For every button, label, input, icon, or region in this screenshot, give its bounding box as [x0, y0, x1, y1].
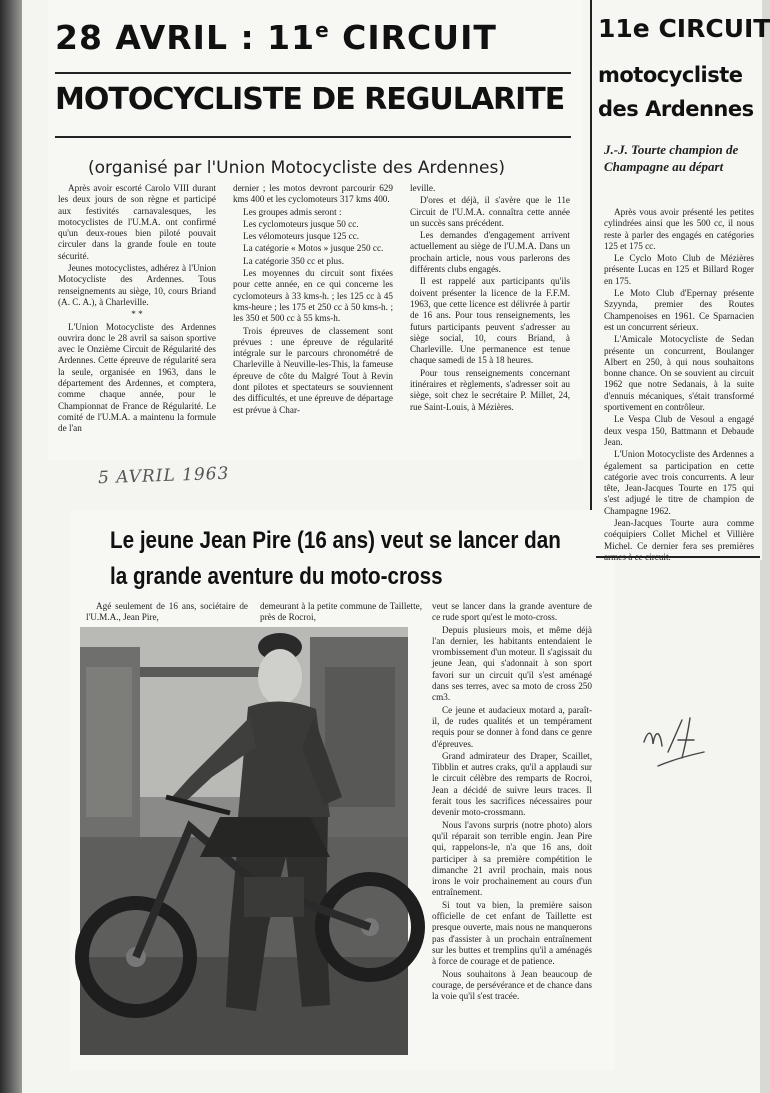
paragraph: Les moyennes du circuit sont fixées pour cette année, en ce qui concerne les cyclomoteurs à 33 kms-h. ; les 125 cc à 45 kms-heure ; les 175 et 250 cc à 50 kms-h. ; les 350 et 500 cc à 55 kms-h.: [233, 268, 393, 324]
jean-pire-headline-line1: Le jeune Jean Pire (16 ans) veut se lancer dan: [110, 527, 561, 554]
paragraph: L'Amicale Motocycliste de Sedan présente un concurrent, Boulanger Albert en 250, à qui nous souhaitons bonne chance. On se souvient au circuit 1962 que notre Sedanais, à la suite d'ennuis mécaniques, s'était transformé sportivement en contrôleur.: [604, 334, 754, 413]
jean-pire-column-1: [86, 601, 248, 625]
paragraph: Les vélomoteurs jusque 125 cc.: [243, 231, 360, 242]
jean-pire-column-2: [260, 601, 422, 625]
paragraph: Il est rappelé aux participants qu'ils doivent présenter la licence de la F.F.M. 1963, que cette licence est délivrée à partir de 16 ans. Pour tous renseignements, les futurs participants peuvent s'adresser au siège social, 10, cours Briand, à Charleville. Une permanence est tenue chaque samedi de 15 à 18 heures.: [410, 276, 570, 366]
photo-jean-pire-motorcycle: [80, 627, 408, 1055]
side-subheading: J.-J. Tourte champion de Champagne au départ: [604, 142, 739, 174]
paragraph: Le Cyclo Moto Club de Mézières présente Lucas en 125 et Billard Roger en 175.: [604, 253, 754, 286]
paragraph: Après avoir escorté Carolo VIII durant les deux jours de son règne et participé aux festivités carnavalesques, les motocyclistes de l'U.M.A. ont confirmé qu'un deux-roues bien piloté pouvait circuler dans la grande foule en toute sécurité.: [58, 183, 216, 261]
paragraph: Pour tous renseignements concernant itinéraires et règlements, s'adresser soit au siège, soit chez le secrétaire P. Millet, 24, rue Saint-Louis, à Mézières.: [410, 367, 570, 412]
paragraph: leville.: [410, 183, 436, 193]
paragraph: La catégorie « Motos » jusque 250 cc.: [243, 243, 384, 254]
jean-pire-headline-line2: la grande aventure du moto-cross: [110, 563, 443, 590]
paragraph: Depuis plusieurs mois, et même déjà l'an dernier, les habitants entendaient le vrombissement d'un moteur. Il s'agissait du jeune Jean, qui s'adonnait à son sport favori sur un circuit qu'il s'est aménagé dans ses terres, avec sa moto de cross 250 cm3.: [432, 624, 592, 703]
paragraph: Jean-Jacques Tourte aura comme coéquipiers Collet Michel et Villière Michel. Ce dernier fera ses premières: [604, 518, 754, 551]
paragraph: Les cyclomoteurs jusque 50 cc.: [243, 218, 359, 229]
paragraph: veut se lancer dans la grande aventure de ce rude sport qu'est le moto-cross.: [432, 601, 592, 623]
main-headline-line2: MOTOCYCLISTE DE REGULARITE: [55, 82, 565, 117]
paragraph: L'Union Motocycliste des Ardennes a également sa participation en cette catégorie avec trois concurrents. A leur tête, Jean-Jacques Tourte en 175 qui s'est adjugé le titre de champion de Champagne 1962.: [604, 449, 754, 516]
handwritten-signature: [638, 712, 708, 772]
paragraph: Jeunes motocyclistes, adhérez à l'Union Motocycliste des Ardennes. Tous renseignements au siège, 10, cours Briand (A. C. A.), à Charleville.: [58, 263, 216, 307]
side-bottom-rule: [596, 556, 760, 558]
separator: * *: [131, 309, 143, 320]
paragraph: Le Moto Club d'Epernay présente Szyynda, premier des Routes Champenoises en 1961. Ce Sparnacien est un concurrent sérieux.: [604, 288, 754, 332]
paragraph: La catégorie 350 cc et plus.: [243, 255, 345, 266]
paragraph: L'Union Motocycliste des Ardennes ouvrira donc le 28 avril sa saison sportive avec le Onzième Circuit de Régularité des Ardennes. Cette épreuve de régularité sera la seule, organisée en 1963, dans le département des Ardennes, et comptera, comme chaque année, pour le Championnat de France de Régularité. Le comité de l'U.M.A. a maintenu la formule de l'an: [58, 321, 216, 434]
main-subheading: (organisé par l'Union Motocycliste des Ardennes): [88, 158, 505, 178]
paragraph: demeurant à la petite commune de Taillette, près de Rocroi,: [260, 601, 422, 623]
paragraph: Ce jeune et audacieux motard a, paraît-il, de rudes qualités et un tempérament requis pour se donner à fond dans ce genre d'épreuves.: [432, 704, 592, 749]
side-headline-line2: motocycliste des Ardennes: [598, 63, 754, 121]
paragraph: D'ores et déjà, il s'avère que le 11e Circuit de l'U.M.A. connaîtra cette année un succès sans précédent.: [410, 195, 570, 228]
jean-pire-column-3: [432, 601, 592, 1063]
paragraph: Après vous avoir présenté les petites cylindrées ainsi que les 500 cc, il nous reste à parler des engagés en catégories 125 et 175 cc.: [604, 207, 754, 251]
scan-edge: [0, 0, 22, 1093]
paragraph: Agé seulement de 16 ans, sociétaire de l'U.M.A., Jean Pire,: [86, 601, 248, 623]
main-column-2: [233, 183, 393, 445]
paragraph: Nous l'avons surpris (notre photo) alors qu'il réparait son terrible engin. Jean Pire qui, rappelons-le, n'a que 16 ans, doit participer à sa première compétition le dimanche 21 avril prochain, mais nous irons le voir prochainement au cours d'un entraînement.: [432, 819, 592, 898]
side-column: [604, 207, 754, 549]
paragraph: dernier ; les motos devront parcourir 629 kms 400 et les cyclomoteurs 317 kms 400.: [233, 183, 393, 205]
handwritten-date: 5 AVRIL 1963: [97, 463, 230, 489]
main-column-1: [58, 183, 216, 445]
side-headline-line1: 11e CIRCUIT: [598, 14, 770, 43]
paragraph: Les groupes admis seront :: [243, 206, 342, 217]
paragraph: Trois épreuves de classement sont prévues : une épreuve de régularité intégrale sur le parcours chronométré de Charleville à Neuville-les-This, la fameuse épreuve de côte du Malgré Tout à Revin dont pilotes et spectateurs se souviennent des difficultés, et une épreuve de départage est prévue à Char-: [233, 325, 393, 415]
paragraph: Si tout va bien, la première saison officielle de cet enfant de Taillette est presque ouverte, mais nous ne manquerons pas d'assister à un prochain entraînement sur les buttes et tremplins qu'il a aménagés à force de courage et de patience.: [432, 899, 592, 967]
paragraph: Les demandes d'engagement arrivent actuellement au siège de l'U.M.A. Dans un prochain article, nous vous parlerons des différents clubs engagés.: [410, 230, 570, 275]
main-headline-line1: 28 AVRIL : 11e CIRCUIT: [55, 18, 497, 57]
paragraph: Nous souhaitons à Jean beaucoup de courage, de persévérance et de chance dans la voie qu'il s'est tracée.: [432, 968, 592, 1002]
headline-rule-bottom: [55, 136, 571, 138]
main-column-3: [410, 183, 570, 445]
paragraph: Le Vespa Club de Vesoul a engagé deux vespa 150, Battmann et Debaude Jean.: [604, 414, 754, 447]
headline-rule-top: [55, 72, 571, 74]
paragraph: Grand admirateur des Draper, Scaillet, Tibblin et autres craks, qu'il a applaudi sur le circuit célèbre des remparts de Rocroi, Jean a décidé de suivre leurs traces. Il ferait tous les sacrifices nécessaires pour devenir moto-crossmann.: [432, 750, 592, 818]
